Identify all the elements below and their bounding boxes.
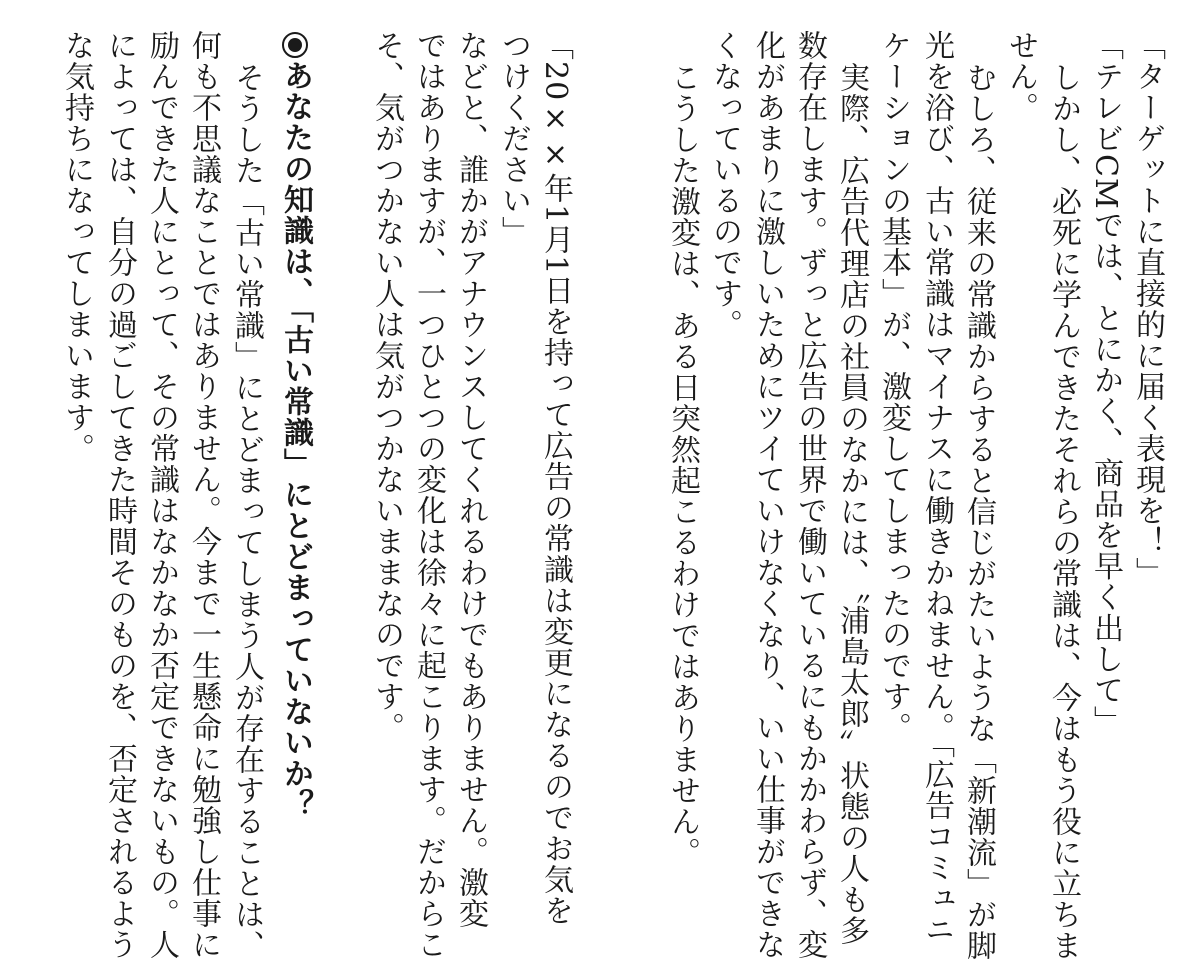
text-column-15: などと、誰かがアナウンスしてくれるわけでもありません。激変 bbox=[453, 30, 488, 929]
text-column-5: むしろ、従来の常識からすると信じがたいような「新潮流」が脚 bbox=[961, 62, 996, 961]
text-column-13: 「20××年1月1日を持って広告の常識は変更になるのでお気を bbox=[538, 30, 573, 927]
text-column-8: 実際、広告代理店の社員のなかには、〝浦島太郎〟状態の人も多 bbox=[834, 62, 869, 946]
text-column-12: こうした激変は、ある日突然起こるわけではありません。 bbox=[665, 62, 700, 868]
text-column-23: な気持ちになってしまいます。 bbox=[59, 30, 94, 464]
text-column-11: くなっているのです。 bbox=[707, 30, 742, 340]
text-column-4: せん。 bbox=[1003, 30, 1038, 123]
text-column-19: そうした「古い常識」にとどまってしまう人が存在することは、 bbox=[229, 62, 264, 961]
text-column-17: そ、気がつかない人は気がつかないままなのです。 bbox=[369, 30, 404, 743]
text-column-16: ではありますが、一つひとつの変化は徐々に起こります。だからこ bbox=[411, 30, 446, 960]
fisheye-bullet-icon bbox=[280, 30, 310, 60]
text-column-6: 光を浴び、古い常識はマイナスに働きかねません。「広告コミュニ bbox=[919, 30, 954, 945]
text-column-20: 何も不思議なことではありません。今まで一生懸命に勉強し仕事に bbox=[186, 30, 221, 960]
section-heading-text: あなたの知識は、「古い常識」にとどまっていないか？ bbox=[278, 60, 313, 820]
text-column-21: 励んできた人にとって、その常識はなかなか否定できないもの。人 bbox=[144, 30, 179, 960]
section-heading bbox=[274, 30, 316, 880]
text-column-22: によっては、自分の過ごしてきた時間そのものを、否定されるよう bbox=[102, 30, 137, 960]
text-column-1: 「ターゲットに直接的に届く表現を！」 bbox=[1130, 30, 1165, 588]
text-column-2: 「テレビCMでは、とにかく、商品を早く出して」 bbox=[1088, 30, 1123, 737]
text-column-10: 化があまりに激しいためにツイていけなくなり、いい仕事ができな bbox=[750, 30, 785, 960]
text-column-9: 数存在します。ずっと広告の世界で働いているにもかかわらず、変 bbox=[792, 30, 827, 960]
text-column-3: しかし、必死に学んできたそれらの常識は、今はもう役に立ちま bbox=[1046, 62, 1081, 961]
text-column-14: つけください」 bbox=[496, 30, 531, 247]
text-column-7: ケーションの基本」が、激変してしまったのです。 bbox=[876, 30, 911, 743]
